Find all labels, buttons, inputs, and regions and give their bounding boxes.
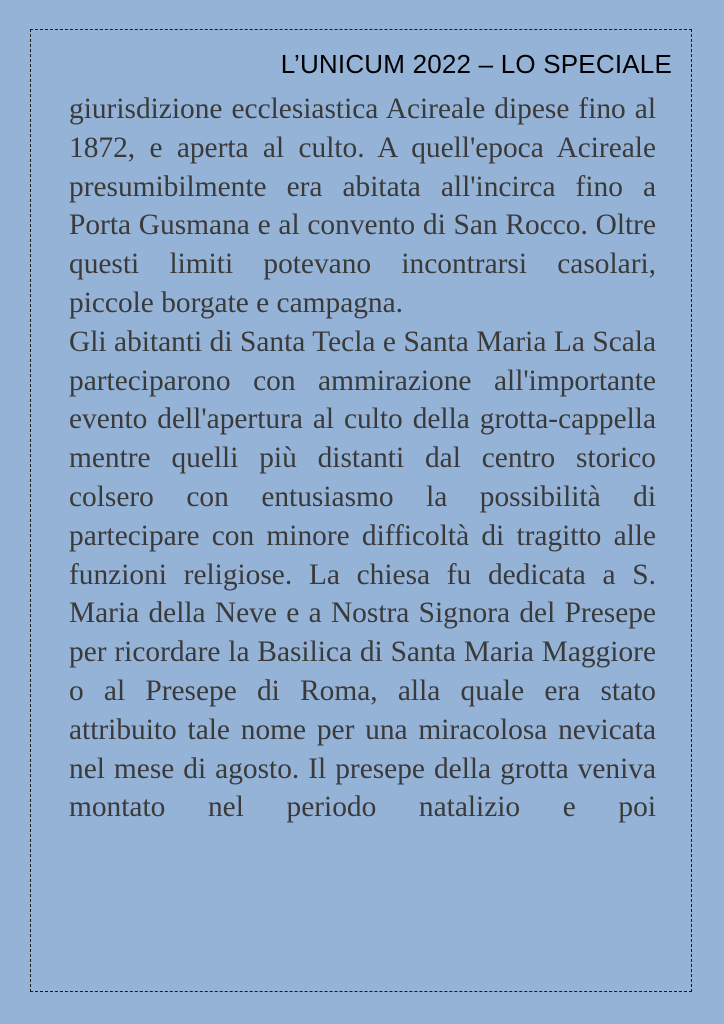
paragraph: Gli abitanti di Santa Tecla e Santa Maria La Scala parteciparono con ammirazione all'importante evento dell'apertura al culto della grotta-cappella mentre quelli più distanti dal centro storico colsero con entusiasmo la possibilità di partecipare con minore difficoltà di tragitto alle funzioni religiose. La chiesa fu dedicata a S. Maria della Neve e a Nostra Signora del Presepe per ricordare la Basilica di Santa Maria Maggiore o al Presepe di Roma, alla quale era stato attribuito tale nome per una miracolosa nevicata nel mese di agosto. Il presepe della grotta veniva montato nel periodo natalizio e poi [69,325,656,824]
article-body [69,90,656,827]
paragraph: giurisdizione ecclesiastica Acireale dipese fino al 1872, e aperta al culto. A quell'epoca Acireale presumibilmente era abitata all'incirca fino a Porta Gusmana e al convento di San Rocco. Oltre questi limiti potevano incontrarsi casolari, piccole borgate e campagna. [69,93,656,319]
page-header: L’UNICUM 2022 – LO SPECIALE [280,49,672,79]
